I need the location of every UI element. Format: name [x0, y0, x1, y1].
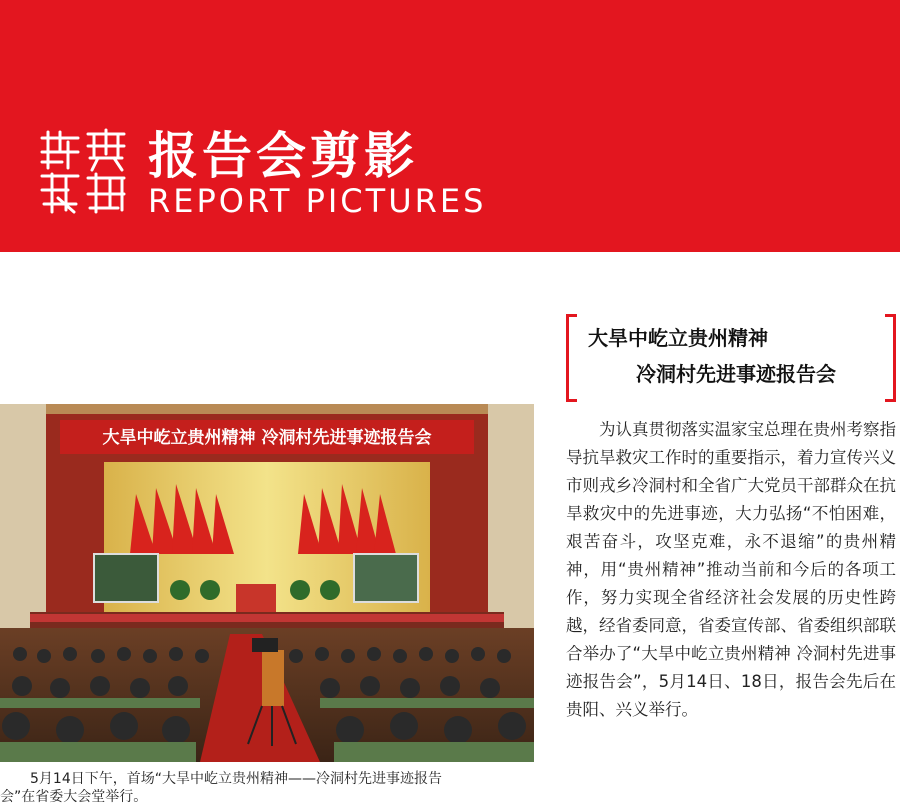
left-bracket: [566, 314, 577, 402]
page-subtitle: REPORT PICTURES: [148, 182, 487, 220]
article-body: 为认真贯彻落实温家宝总理在贵州考察指导抗旱救灾工作时的重要指示，着力宣传兴义市则戎乡冷洞村和全省广大党员干部群众在抗旱救灾中的先进事迹，大力弘扬“不怕困难，艰苦奋斗，攻坚克难，永不退缩”的贵州精神，用“贵州精神”推动当前和今后的各项工作，努力实现全省经济社会发展的历史性跨越，经省委同意，省委宣传部、省委组织部联合举办了“大旱中屹立贵州精神 冷洞村先进事迹报告会”，5月14日、18日，报告会先后在贵阳、兴义举行。: [566, 420, 896, 719]
headline-line-1: 大旱中屹立贵州精神: [588, 326, 768, 350]
article-headline: [566, 314, 896, 398]
seal-logo-icon: [38, 128, 130, 214]
page-title: 报告会剪影: [148, 127, 418, 185]
headline-line-2: 冷洞村先进事迹报告会: [636, 362, 836, 386]
header-band: [0, 0, 900, 252]
conference-photo: [0, 404, 534, 762]
photo-caption: [0, 770, 540, 806]
caption-line-1: 5月14日下午，首场“大旱中屹立贵州精神——冷洞村先进事迹报告: [30, 771, 442, 787]
banner-text: 大旱中屹立贵州精神 冷洞村先进事迹报告会: [102, 428, 432, 448]
right-bracket: [885, 314, 896, 402]
caption-line-2: 会”在省委大会堂举行。: [0, 789, 148, 805]
